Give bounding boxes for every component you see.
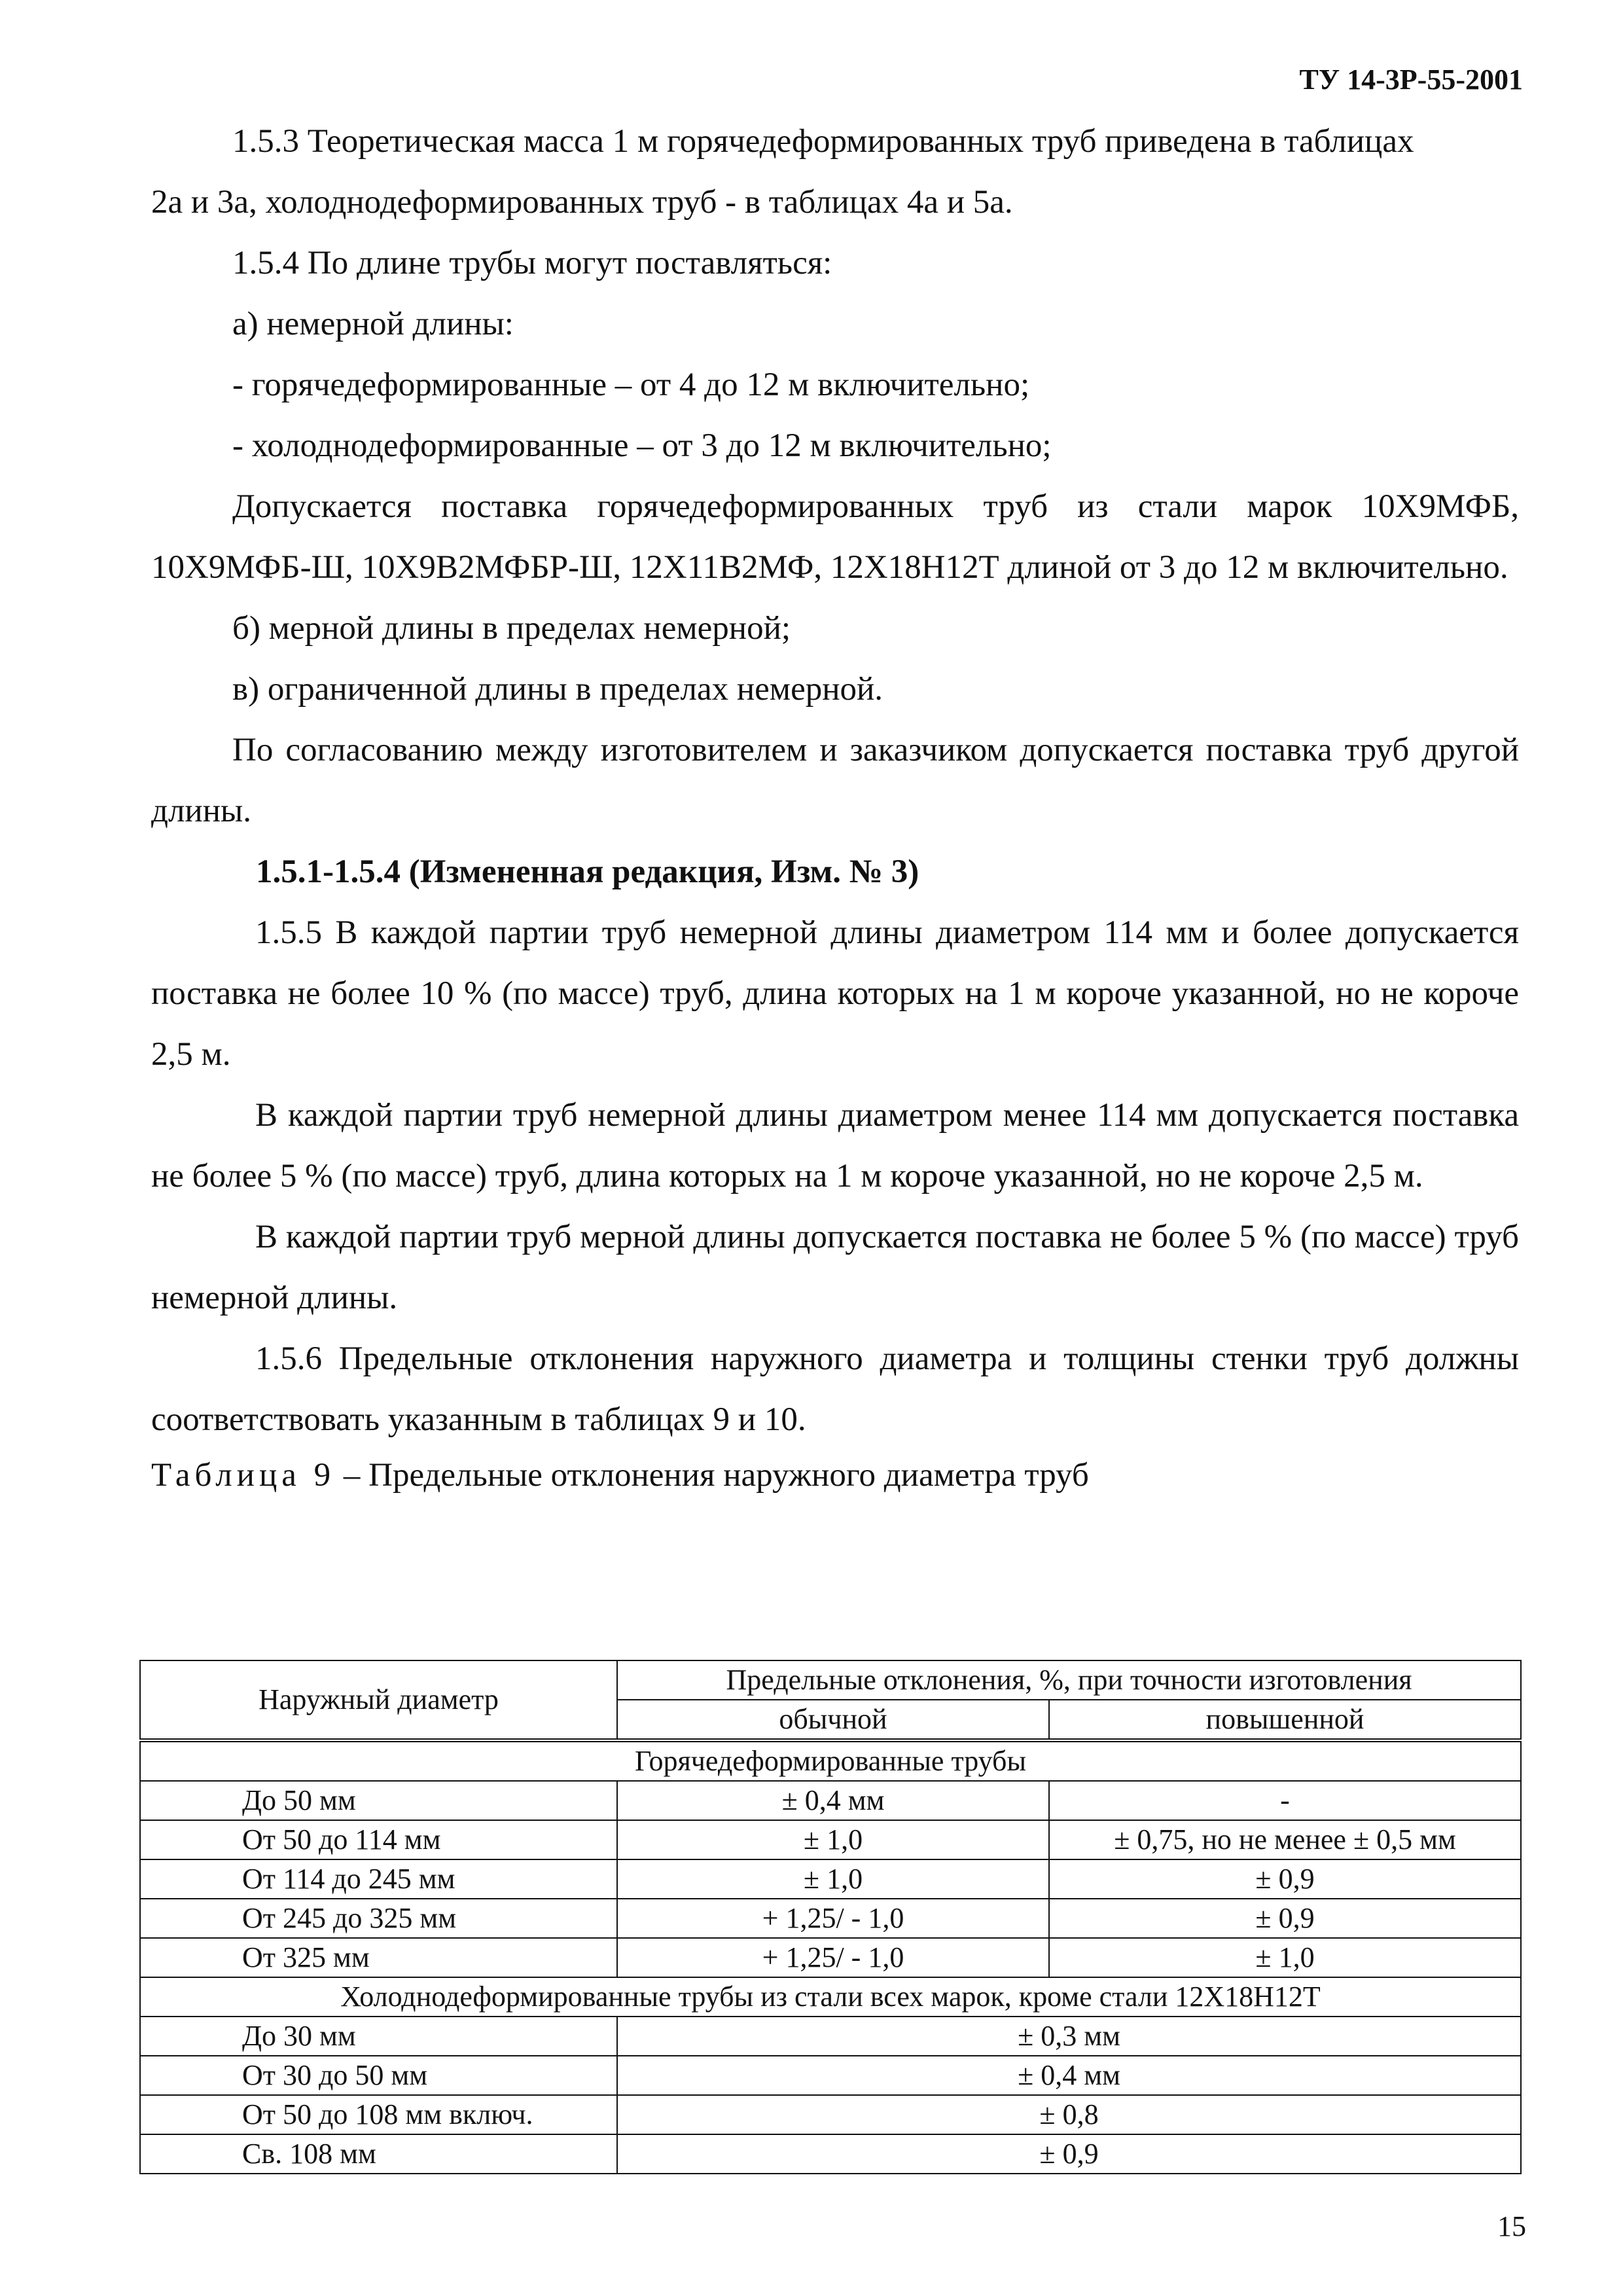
table-row [140, 1899, 1521, 1938]
header-outer-diameter: Наружный диаметр [140, 1660, 617, 1740]
table-row [140, 1820, 1521, 1859]
row-value: ± 0,9 [617, 2134, 1521, 2174]
row-value: ± 0,3 мм [617, 2017, 1521, 2056]
header-high-accuracy: повышенной [1049, 1700, 1521, 1740]
table-row [140, 1781, 1521, 1820]
paragraph-1-5-5-less-114: В каждой партии труб немерной длины диаметром менее 114 мм допускается поставка не более 5 % (по массе) труб, длина которых на 1 м короче указанной, но не короче 2,5 м. [151, 1097, 1519, 1194]
row-normal: ± 0,4 мм [617, 1781, 1049, 1820]
list-item-b: б) мерной длины в пределах немерной; [232, 610, 791, 647]
page-number: 15 [1497, 2210, 1526, 2242]
row-size: До 30 мм [140, 2017, 617, 2056]
paragraph-1-5-5: 1.5.5 В каждой партии труб немерной длины диаметром 114 мм и более допускается поставка не более 10 % (по массе) труб, длина которых на 1 м короче указанной, но не короче 2,5 м. [151, 914, 1519, 1073]
row-size: От 114 до 245 мм [140, 1859, 617, 1899]
row-value: ± 0,8 [617, 2095, 1521, 2134]
table-row [140, 2095, 1521, 2134]
table-row [140, 1859, 1521, 1899]
row-high: - [1049, 1781, 1521, 1820]
paragraph-agreement: По согласованию между изготовителем и заказчиком допускается поставка труб другой длины. [151, 732, 1519, 829]
row-size: От 30 до 50 мм [140, 2056, 617, 2095]
row-size: От 50 до 108 мм включ. [140, 2095, 617, 2134]
table-9-caption-label: Таблица 9 [151, 1457, 336, 1494]
table-9-diameter-deviations [139, 1660, 1522, 2174]
table-9-caption [151, 1456, 1519, 1495]
row-normal: ± 1,0 [617, 1820, 1049, 1859]
list-item-a-cold: - холоднодеформированные – от 3 до 12 м включительно; [232, 427, 1052, 464]
paragraph-1-5-3-line-2: 2а и 3а, холоднодеформированных труб - в таблицах 4а и 5а. [151, 184, 1013, 221]
document-code: ТУ 14-3Р-55-2001 [1299, 63, 1523, 96]
paragraph-1-5-3-line-1: 1.5.3 Теоретическая масса 1 м горячедеформированных труб приведена в таблицах [232, 123, 1414, 160]
row-high: ± 0,75, но не менее ± 0,5 мм [1049, 1820, 1521, 1859]
row-normal: + 1,25/ - 1,0 [617, 1938, 1049, 1977]
table-row [140, 2134, 1521, 2174]
paragraph-1-5-4: 1.5.4 По длине трубы могут поставляться: [232, 245, 832, 281]
row-size: От 50 до 114 мм [140, 1820, 617, 1859]
row-size: До 50 мм [140, 1781, 617, 1820]
row-high: ± 1,0 [1049, 1938, 1521, 1977]
section-hot-deformed-label: Горячедеформированные трубы [140, 1740, 1521, 1781]
header-normal-accuracy: обычной [617, 1700, 1049, 1740]
paragraph-1-5-6: 1.5.6 Предельные отклонения наружного диаметра и толщины стенки труб должны соответствовать указанным в таблицах 9 и 10. [151, 1340, 1519, 1438]
section-cold-deformed-label: Холоднодеформированные трубы из стали всех марок, кроме стали 12Х18Н12Т [140, 1977, 1521, 2017]
table-row [140, 2056, 1521, 2095]
row-size: Св. 108 мм [140, 2134, 617, 2174]
section-row-hot-deformed [140, 1740, 1521, 1781]
row-high: ± 0,9 [1049, 1899, 1521, 1938]
row-value: ± 0,4 мм [617, 2056, 1521, 2095]
row-normal: + 1,25/ - 1,0 [617, 1899, 1049, 1938]
paragraph-allowed-grades: Допускается поставка горячедеформированных труб из стали марок 10Х9МФБ, 10Х9МФБ-Ш, 10Х9В2МФБР-Ш, 12Х11В2МФ, 12Х18Н12Т длиной от 3 до 12 м включительно. [151, 488, 1519, 586]
table-row [140, 1938, 1521, 1977]
table-header-row [140, 1660, 1521, 1700]
list-item-a-hot: - горячедеформированные – от 4 до 12 м включительно; [232, 367, 1030, 403]
list-item-v: в) ограниченной длины в пределах немерной. [232, 671, 883, 708]
paragraph-1-5-5-measured: В каждой партии труб мерной длины допускается поставка не более 5 % (по массе) труб немерной длины. [151, 1219, 1519, 1316]
table-9-caption-text: – Предельные отклонения наружного диаметра труб [335, 1457, 1089, 1494]
amendment-heading: 1.5.1-1.5.4 (Измененная редакция, Изм. № 3) [256, 853, 919, 890]
list-item-a: а) немерной длины: [232, 306, 514, 342]
section-row-cold-deformed [140, 1977, 1521, 2017]
row-normal: ± 1,0 [617, 1859, 1049, 1899]
table-row [140, 2017, 1521, 2056]
page-body [151, 111, 1519, 1511]
row-high: ± 0,9 [1049, 1859, 1521, 1899]
row-size: От 325 мм [140, 1938, 617, 1977]
row-size: От 245 до 325 мм [140, 1899, 617, 1938]
header-tolerances: Предельные отклонения, %, при точности изготовления [617, 1660, 1521, 1700]
